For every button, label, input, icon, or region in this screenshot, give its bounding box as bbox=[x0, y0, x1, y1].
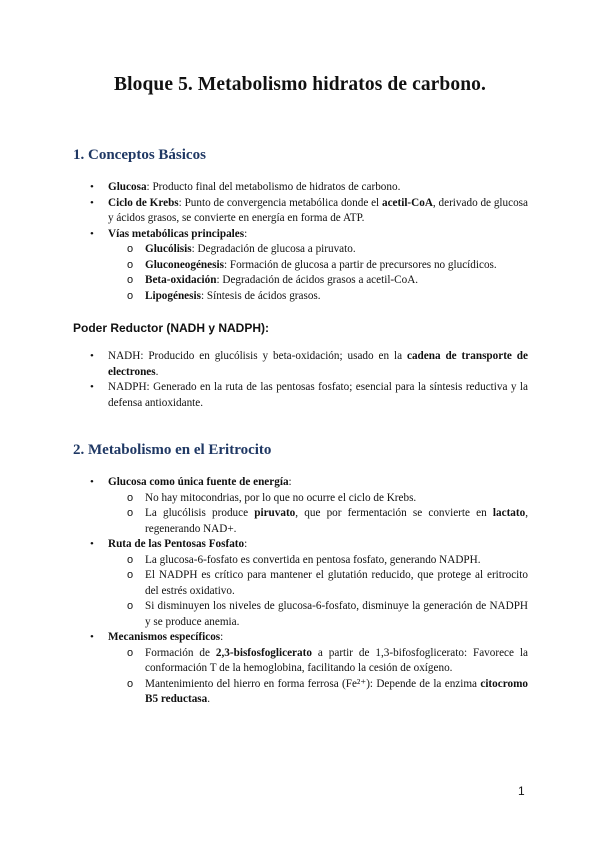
text-formacion: Formación de bbox=[145, 646, 216, 659]
text-fermentacion: , que por fermentación se convierte en bbox=[295, 507, 493, 519]
text-mitocondrias: No hay mitocondrias, por lo que no ocurre el ciclo de Krebs. bbox=[145, 491, 417, 504]
text-lipogenesis: : Síntesis de ácidos grasos. bbox=[200, 289, 321, 302]
subheading-poder-reductor: Poder Reductor (NADH y NADPH): bbox=[73, 321, 270, 335]
sublist-item-bisfosfoglicerato bbox=[127, 646, 528, 677]
sublist-item-ruta-1 bbox=[127, 553, 528, 569]
term-lipogenesis: Lipogénesis bbox=[145, 289, 201, 302]
sublist-item-glucolisis-lactato bbox=[127, 506, 529, 537]
text-ruta-3: Si disminuyen los niveles de glucosa-6-fosfato, disminuye la generación de NADPH y se produce anemia. bbox=[145, 600, 528, 628]
text-ruta-1: La glucosa-6-fosfato es convertida en pentosa fosfato, generando NADPH. bbox=[145, 553, 481, 566]
list-item-glucosa bbox=[90, 180, 528, 196]
term-citocromo: citocromo B5 reductasa bbox=[145, 677, 528, 705]
colon: : bbox=[244, 227, 248, 240]
text-hierro-end: . bbox=[207, 693, 211, 705]
term-ruta-pentosas: Ruta de las Pentosas Fosfato bbox=[108, 538, 245, 550]
text-nadph: NADPH: Generado en la ruta de las pentosas fosfato; esencial para la síntesis reductiva y la defensa antioxidante. bbox=[108, 381, 528, 409]
hollow-bullet-icon: o bbox=[127, 507, 134, 519]
sublist-item-gluconeogenesis bbox=[127, 258, 528, 274]
bullet-icon: • bbox=[90, 631, 94, 643]
bullet-icon: • bbox=[90, 181, 94, 193]
text-nadh-end: . bbox=[155, 365, 159, 378]
conceptos-list bbox=[0, 180, 600, 304]
hollow-bullet-icon: o bbox=[127, 243, 134, 255]
text-krebs: : Punto de convergencia metabólica donde el bbox=[178, 196, 382, 209]
text-ruta-2: El NADPH es crítico para mantener el glutatión reducido, que protege al eritrocito del estrés oxidativo. bbox=[145, 569, 528, 597]
list-item-nadh bbox=[90, 349, 528, 380]
term-vias: Vías metabólicas principales bbox=[108, 227, 245, 240]
text-krebs-end: , derivado de glucosa y ácidos grasos, se convierte en energía en forma de ATP. bbox=[108, 196, 528, 224]
section-heading-conceptos: 1. Conceptos Básicos bbox=[73, 147, 206, 163]
term-mecanismos: Mecanismos específicos bbox=[108, 631, 221, 643]
page-title: Bloque 5. Metabolismo hidratos de carbono. bbox=[113, 74, 486, 95]
section-heading-eritrocito: 2. Metabolismo en el Eritrocito bbox=[73, 442, 272, 458]
text-hierro: Mantenimiento del hierro en forma ferrosa (Fe²⁺): Depende de la enzima bbox=[145, 677, 481, 690]
text-glucosa: : Producto final del metabolismo de hidratos de carbono. bbox=[146, 181, 401, 193]
sublist-item-glucolisis bbox=[127, 242, 528, 258]
list-item-nadph bbox=[90, 380, 528, 411]
text-nadh: NADH: Producido en glucólisis y beta-oxidación; usado en la bbox=[108, 350, 407, 362]
term-bisfosfoglicerato: 2,3-bisfosfoglicerato bbox=[215, 646, 312, 659]
bullet-icon: • bbox=[90, 196, 94, 209]
term-glucolisis: Glucólisis bbox=[145, 243, 192, 255]
text-bisfosfoglicerato: a partir de 1,3-bifosfoglicerato: Favorece la conformación T de la hemoglobina, facilitando la cesión de oxígeno. bbox=[145, 646, 528, 674]
colon: : bbox=[288, 476, 292, 488]
hollow-bullet-icon: o bbox=[127, 553, 134, 566]
sublist-item-ruta-3 bbox=[127, 599, 528, 630]
bullet-icon: • bbox=[90, 538, 94, 550]
text-regenerando: , regenerando NAD+. bbox=[145, 507, 529, 535]
text-glucolisis: : Degradación de glucosa a piruvato. bbox=[191, 243, 356, 255]
hollow-bullet-icon: o bbox=[127, 258, 134, 271]
term-glucosa: Glucosa bbox=[108, 181, 147, 193]
list-item-mecanismos bbox=[90, 630, 528, 646]
sublist-item-ruta-2 bbox=[127, 568, 528, 599]
bullet-icon: • bbox=[90, 350, 94, 362]
sublist-item-lipogenesis bbox=[127, 289, 528, 305]
hollow-bullet-icon: o bbox=[127, 569, 134, 581]
hollow-bullet-icon: o bbox=[127, 600, 134, 612]
term-gluconeogenesis: Gluconeogénesis bbox=[145, 258, 224, 271]
bullet-icon: • bbox=[90, 381, 94, 393]
term-krebs: Ciclo de Krebs bbox=[108, 196, 179, 209]
hollow-bullet-icon: o bbox=[127, 491, 134, 504]
list-item-krebs bbox=[90, 196, 528, 227]
hollow-bullet-icon: o bbox=[127, 646, 134, 659]
hollow-bullet-icon: o bbox=[127, 677, 134, 690]
list-item-vias bbox=[90, 227, 528, 243]
bullet-icon: • bbox=[90, 476, 94, 488]
term-lactato: lactato bbox=[492, 507, 526, 519]
colon: : bbox=[244, 538, 248, 550]
text-gluconeogenesis: : Formación de glucosa a partir de precursores no glucídicos. bbox=[223, 258, 497, 271]
sublist-item-beta-oxidacion bbox=[127, 273, 528, 289]
list-item-glucosa-energia bbox=[90, 475, 528, 491]
term-acetil-coa: acetil-CoA bbox=[381, 196, 433, 209]
sublist-item-hierro bbox=[127, 677, 528, 708]
page-number: 1 bbox=[518, 784, 525, 798]
poder-list bbox=[0, 349, 600, 411]
hollow-bullet-icon: o bbox=[127, 274, 134, 286]
term-glucosa-energia: Glucosa como única fuente de energía bbox=[108, 476, 289, 488]
text-beta-oxidacion: : Degradación de ácidos grasos a acetil-CoA. bbox=[216, 274, 419, 286]
bullet-icon: • bbox=[90, 227, 94, 240]
list-item-ruta-pentosas bbox=[90, 537, 528, 553]
term-piruvato: piruvato bbox=[254, 507, 296, 519]
text-glucolisis-produce: La glucólisis produce bbox=[145, 507, 255, 519]
term-cadena-transporte: cadena de transporte de electrones bbox=[108, 350, 528, 378]
term-beta-oxidacion: Beta-oxidación bbox=[145, 274, 217, 286]
colon: : bbox=[220, 631, 224, 643]
sublist-item-mitocondrias bbox=[127, 491, 528, 507]
hollow-bullet-icon: o bbox=[127, 289, 134, 302]
eritrocito-list bbox=[0, 475, 600, 708]
